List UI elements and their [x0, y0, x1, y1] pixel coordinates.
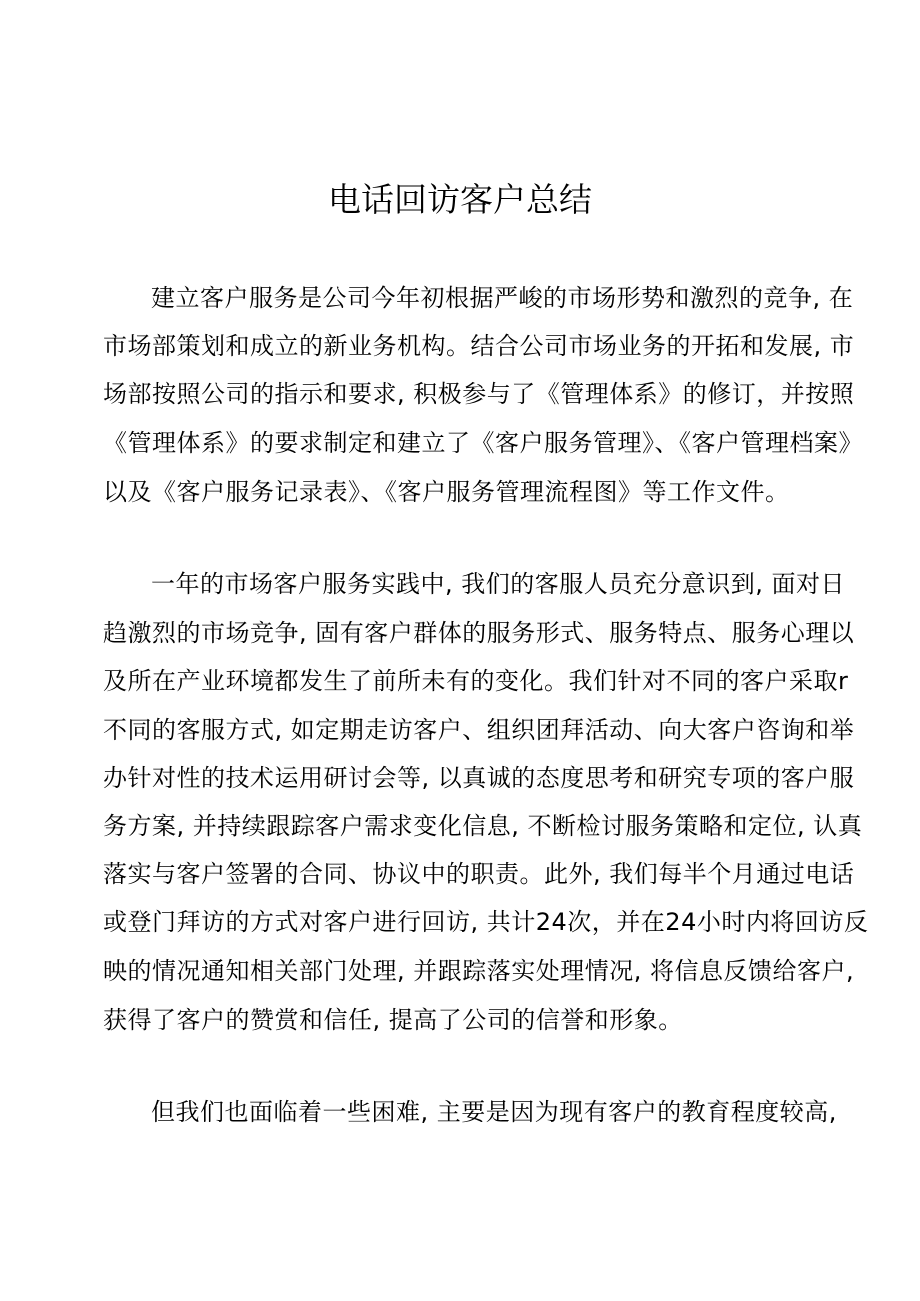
paragraph-2-line-2: 趋激烈的市场竞争, 固有客户群体的服务形式、服务特点、服务心理以: [103, 619, 855, 647]
paragraph-2-line-6: 务方案, 并持续跟踪客户需求变化信息, 不断检讨服务策略和定位, 认真: [103, 812, 863, 840]
paragraph-1-line-3: 场部按照公司的指示和要求, 积极参与了《管理体系》的修订，并按照: [103, 380, 855, 408]
document-title: 电话回访客户总结: [328, 180, 592, 219]
paragraph-3-line-1: 但我们也面临着一些困难, 主要是因为现有客户的教育程度较高,: [151, 1098, 837, 1126]
paragraph-1-line-4: 《管理体系》的要求制定和建立了《客户服务管理》、《客户管理档案》: [103, 429, 863, 457]
paragraph-1-line-2: 市场部策划和成立的新业务机构。结合公司市场业务的开拓和发展, 市: [103, 332, 855, 360]
paragraph-2-line-9: 映的情况通知相关部门处理, 并跟踪落实处理情况, 将信息反馈给客户,: [103, 957, 855, 985]
paragraph-1-line-5: 以及《客户服务记录表》、《客户服务管理流程图》等工作文件。: [103, 478, 790, 506]
paragraph-2-line-10: 获得了客户的赞赏和信任, 提高了公司的信誉和形象。: [103, 1006, 683, 1034]
paragraph-2-line-7: 落实与客户签署的合同、协议中的职责。此外, 我们每半个月通过电话: [103, 860, 855, 888]
paragraph-1-line-1: 建立客户服务是公司今年初根据严峻的市场形势和激烈的竞争, 在: [151, 284, 854, 312]
paragraph-2-line-4: 不同的客服方式, 如定期走访客户、组织团拜活动、向大客户咨询和举: [103, 716, 855, 744]
paragraph-2-line-1: 一年的市场客户服务实践中, 我们的客服人员充分意识到, 面对日: [151, 570, 846, 598]
paragraph-2-line-5: 办针对性的技术运用研讨会等, 以真诚的态度思考和研究专项的客户服: [103, 764, 855, 792]
paragraph-2-line-8: 或登门拜访的方式对客户进行回访, 共计24次，并在24小时内将回访反: [103, 908, 869, 936]
paragraph-2-line-3: 及所在产业环境都发生了前所未有的变化。我们针对不同的客户采取r: [103, 667, 849, 695]
